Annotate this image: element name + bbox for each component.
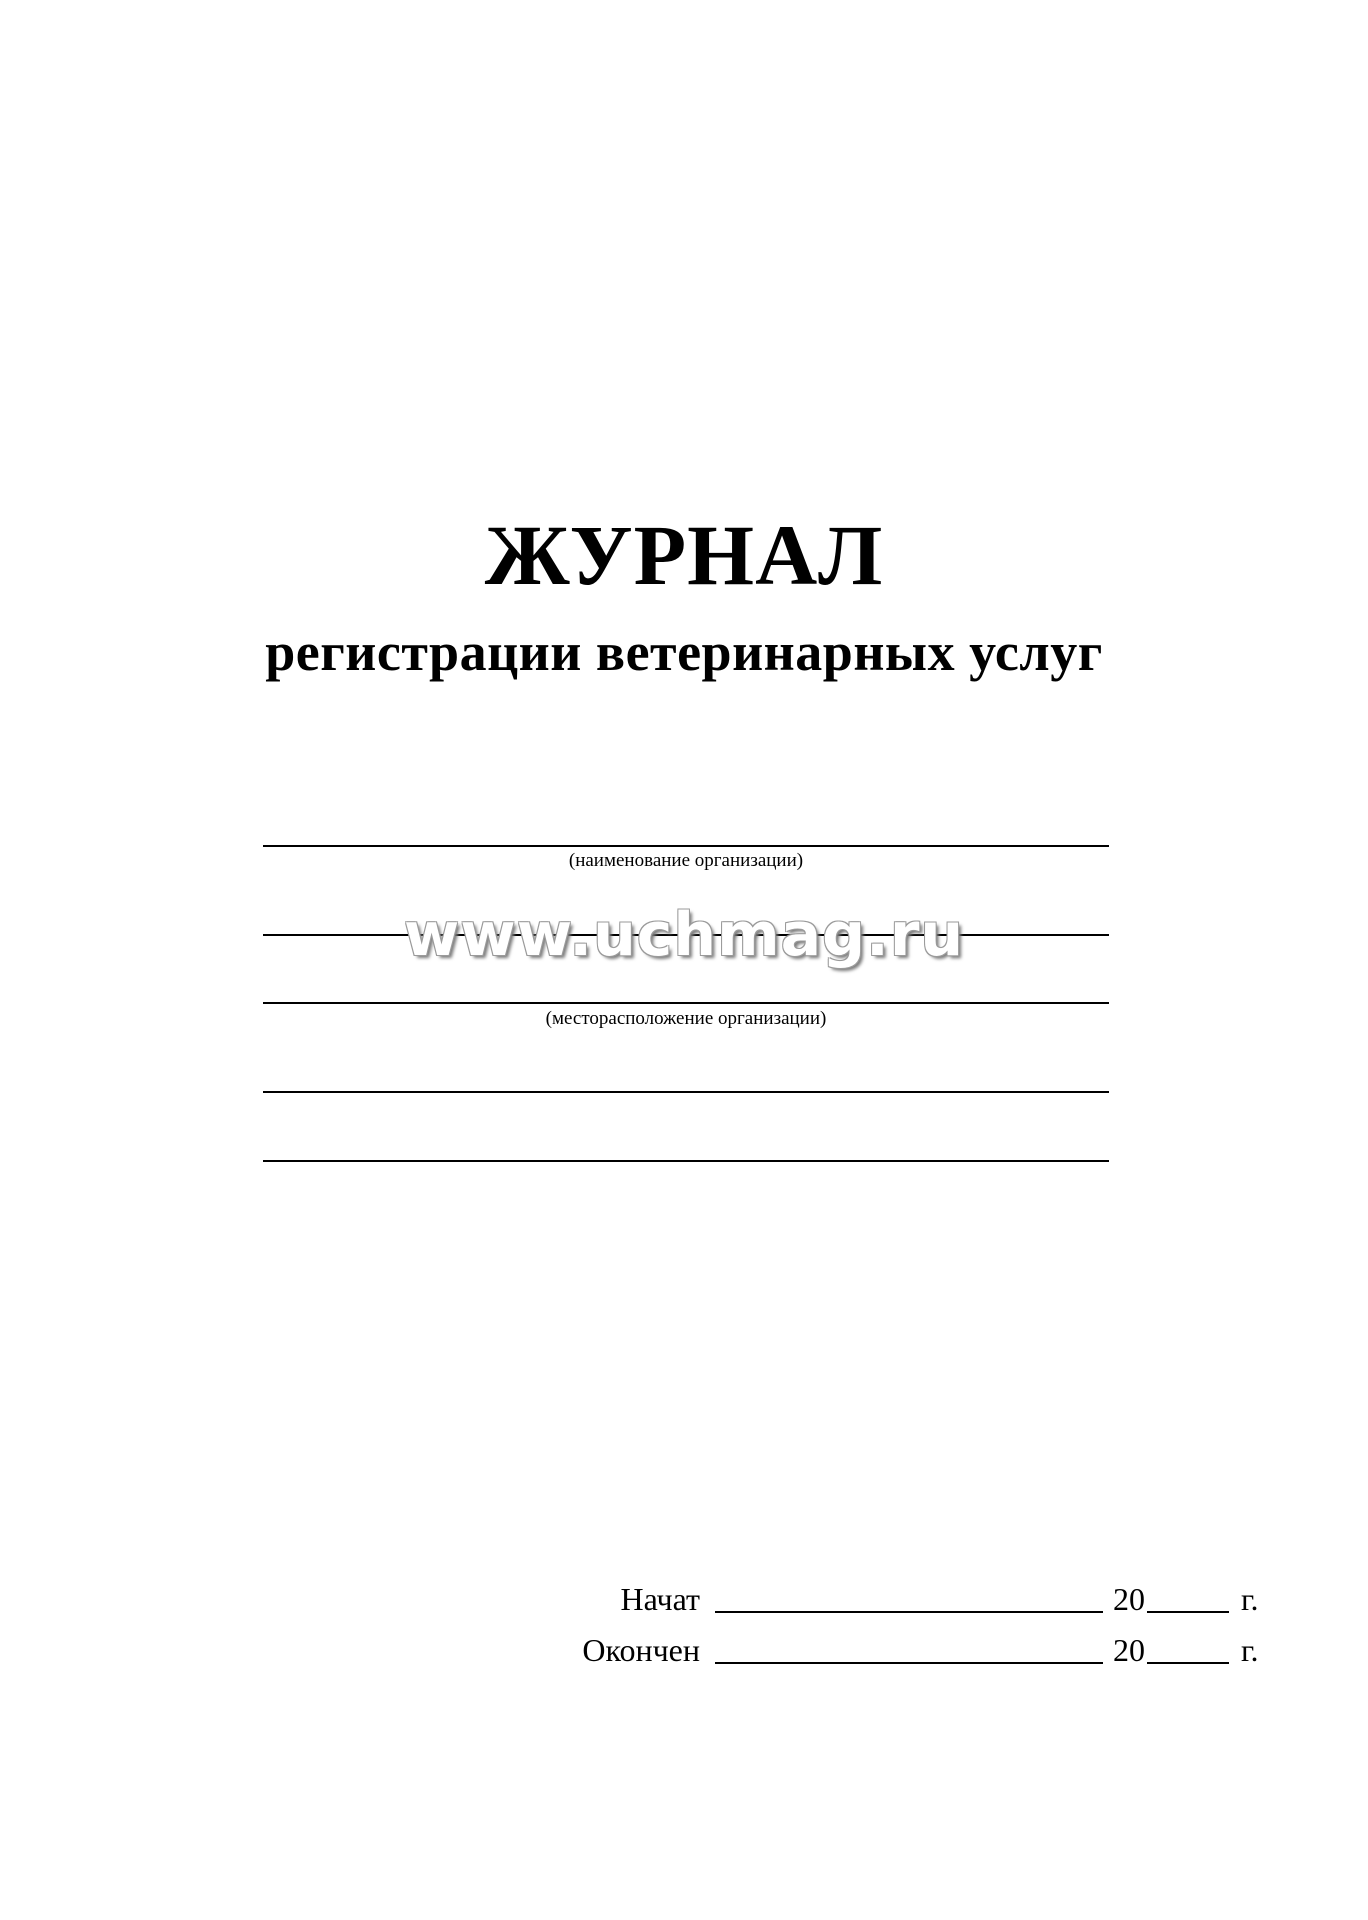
org-name-caption: (наименование организации): [568, 850, 804, 871]
org-location-line: [263, 1002, 1109, 1004]
period-end-year-field: [1147, 1628, 1229, 1664]
period-start-year-field: [1147, 1577, 1229, 1613]
period-end-label: Окончен: [582, 1632, 700, 1668]
period-start-row: [0, 1577, 1368, 1621]
period-end-year-prefix: 20: [1113, 1632, 1145, 1668]
period-start-date-field: [715, 1577, 1103, 1613]
journal-title: ЖУРНАЛ: [484, 507, 884, 603]
period-end-date-field: [715, 1628, 1103, 1664]
org-location-line-2: [263, 1091, 1109, 1093]
period-end-year-suffix: г.: [1241, 1632, 1259, 1668]
period-start-label: Начат: [620, 1581, 700, 1617]
org-location-caption: (месторасположение организации): [545, 1008, 827, 1029]
org-location-line-3: [263, 1160, 1109, 1162]
site-watermark: www.uchmag.ru: [403, 900, 965, 970]
period-end-row: [0, 1628, 1368, 1672]
org-name-line: [263, 845, 1109, 847]
period-start-year-suffix: г.: [1241, 1581, 1259, 1617]
journal-subtitle: регистрации ветеринарных услуг: [265, 622, 1103, 682]
period-start-year-prefix: 20: [1113, 1581, 1145, 1617]
